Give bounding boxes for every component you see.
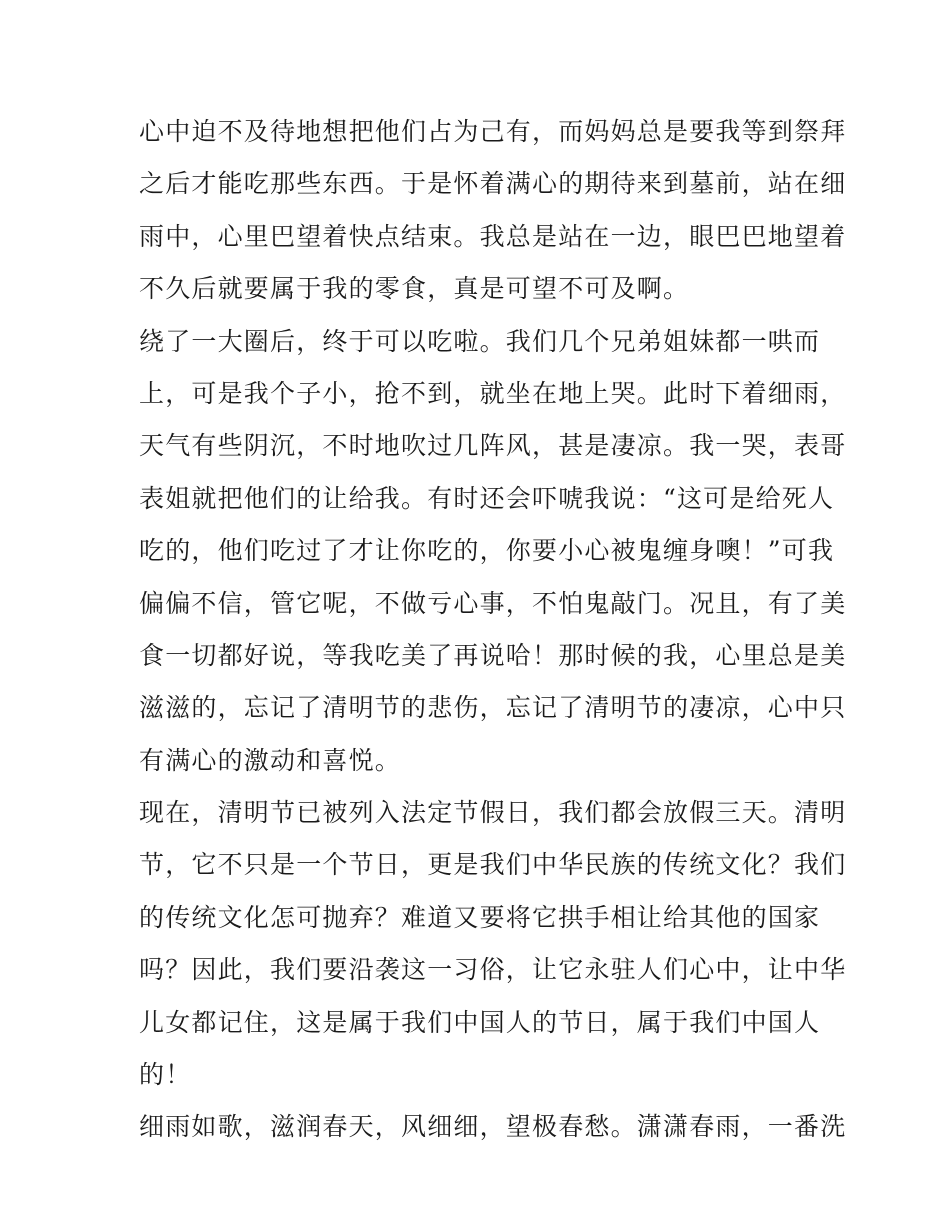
text-line: 表姐就把他们的让给我。有时还会吓唬我说：“这可是给死人 bbox=[139, 483, 835, 513]
text-line: 的！ bbox=[139, 1060, 192, 1090]
text-line: 食一切都好说，等我吃美了再说哈！那时候的我，心里总是美 bbox=[139, 640, 847, 670]
text-line: 滋滋的，忘记了清明节的悲伤，忘记了清明节的凄凉，心中只 bbox=[139, 693, 847, 723]
text-line: 之后才能吃那些东西。于是怀着满心的期待来到墓前，站在细 bbox=[139, 169, 847, 199]
text-line: 雨中，心里巴望着快点结束。我总是站在一边，眼巴巴地望着 bbox=[139, 221, 847, 251]
text-line: 吗？因此，我们要沿袭这一习俗，让它永驻人们心中，让中华 bbox=[139, 955, 847, 985]
text-line: 绕了一大圈后，终于可以吃啦。我们几个兄弟姐妹都一哄而 bbox=[139, 326, 821, 356]
text-line: 儿女都记住，这是属于我们中国人的节日，属于我们中国人 bbox=[139, 1007, 821, 1037]
text-line: 的传统文化怎可抛弃？难道又要将它拱手相让给其他的国家 bbox=[139, 902, 821, 932]
text-line: 吃的，他们吃过了才让你吃的，你要小心被鬼缠身噢！”可我 bbox=[139, 536, 835, 566]
text-line: 上，可是我个子小，抢不到，就坐在地上哭。此时下着细雨， bbox=[139, 378, 847, 408]
text-line: 心中迫不及待地想把他们占为己有，而妈妈总是要我等到祭拜 bbox=[139, 117, 847, 146]
text-line: 偏偏不信，管它呢，不做亏心事，不怕鬼敲门。况且，有了美 bbox=[139, 588, 847, 618]
text-line: 细雨如歌，滋润春天，风细细，望极春愁。潇潇春雨，一番洗 bbox=[139, 1112, 847, 1142]
text-line: 现在，清明节已被列入法定节假日，我们都会放假三天。清明 bbox=[139, 798, 847, 828]
text-line: 有满心的激动和喜悦。 bbox=[139, 745, 402, 775]
essay-body bbox=[139, 106, 847, 1154]
text-line: 天气有些阴沉，不时地吹过几阵风，甚是凄凉。我一哭，表哥 bbox=[139, 431, 847, 461]
text-line: 节，它不只是一个节日，更是我们中华民族的传统文化？我们 bbox=[139, 850, 847, 880]
text-line: 不久后就要属于我的零食，真是可望不可及啊。 bbox=[139, 274, 690, 304]
